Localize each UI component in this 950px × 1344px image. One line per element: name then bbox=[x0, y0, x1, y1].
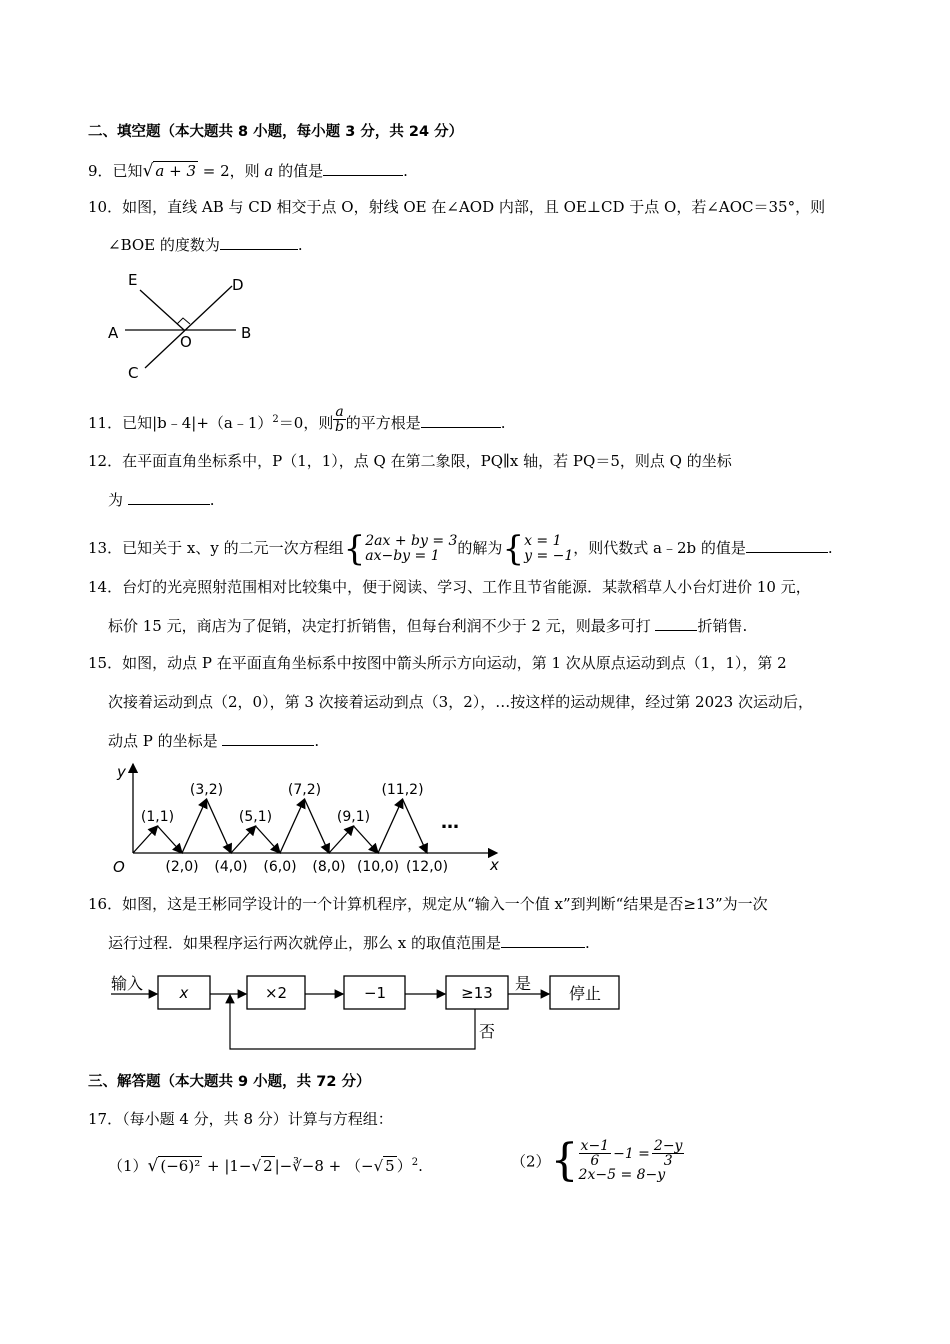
point-label-top: (1,1) bbox=[140, 809, 175, 825]
label-d: D bbox=[232, 276, 244, 294]
path-segment bbox=[305, 799, 330, 853]
path-segment bbox=[158, 826, 183, 853]
question-16-line1: 16．如图，这是王彬同学设计的一个计算机程序，规定从“输入一个值 x”到判断“结果是否≥13”为一次 bbox=[88, 895, 768, 913]
label-a: A bbox=[108, 324, 119, 342]
path-segment bbox=[133, 826, 158, 853]
path-segment bbox=[403, 799, 428, 853]
svg-text:×2: ×2 bbox=[264, 984, 288, 1002]
question-11: 11．已知|b﹣4|+（a﹣1）$^2$＝0，则 $\frac{a}{b}$ 的平方根是 . bbox=[88, 403, 506, 435]
answer-blank-13[interactable] bbox=[746, 537, 828, 553]
path-segment bbox=[280, 799, 305, 853]
question-14-line1: 14．台灯的光亮照射范围相对比较集中，便于阅读、学习、工作且节省能源．某款稻草人小台灯进价 10 元， bbox=[88, 578, 811, 596]
answer-blank-15[interactable] bbox=[222, 730, 314, 746]
answer-blank-12[interactable] bbox=[128, 489, 210, 505]
path-segment bbox=[231, 826, 256, 853]
line-cd bbox=[145, 286, 232, 368]
right-angle-mark bbox=[177, 318, 190, 324]
origin-label: O bbox=[113, 858, 125, 876]
question-12-line1: 12．在平面直角坐标系中，P（1，1），点 Q 在第二象限，PQ∥x 轴，若 PQ＝5，则点 Q 的坐标 bbox=[88, 452, 732, 470]
path-segment bbox=[256, 826, 281, 853]
answer-blank-16[interactable] bbox=[501, 932, 585, 948]
answer-blank-11[interactable] bbox=[421, 412, 501, 428]
flow-loop-back bbox=[230, 995, 475, 1049]
path-segment bbox=[354, 826, 379, 853]
x-axis-label: x bbox=[490, 856, 499, 874]
point-label-bottom: (10,0) bbox=[356, 859, 400, 875]
question-9: 9．已知√ a + 3 = 2，则 a 的值是 . bbox=[88, 161, 408, 181]
question-17: 17．（每小题 4 分，共 8 分）计算与方程组： bbox=[88, 1110, 393, 1128]
section-header-fill-in: 二、填空题（本大题共 8 小题，每小题 3 分，共 24 分） bbox=[88, 124, 464, 140]
svg-text:x: x bbox=[179, 984, 189, 1002]
point-label-top: (5,1) bbox=[238, 809, 273, 825]
flow-no-label: 否 bbox=[479, 1022, 496, 1041]
svg-text:停止: 停止 bbox=[568, 984, 602, 1003]
question-14-line2: 标价 15 元，商店为了促销，决定打折销售，但每台利润不少于 2 元，则最多可打 折销售. bbox=[108, 617, 748, 635]
label-b: B bbox=[241, 324, 252, 342]
point-label-bottom: (2,0) bbox=[165, 859, 199, 875]
svg-text:≥13: ≥13 bbox=[461, 984, 493, 1002]
question-10-line2: ∠BOE 的度数为 . bbox=[108, 236, 303, 254]
point-label-top: (7,2) bbox=[287, 782, 322, 798]
point-label-bottom: (6,0) bbox=[263, 859, 297, 875]
question-15-line1: 15．如图，动点 P 在平面直角坐标系中按图中箭头所示方向运动，第 1 次从原点运动到点（1，1），第 2 bbox=[88, 654, 787, 672]
flow-yes-label: 是 bbox=[515, 974, 532, 993]
answer-blank-14[interactable] bbox=[655, 615, 697, 631]
figure-intersecting-lines bbox=[100, 268, 270, 383]
point-label-top: (11,2) bbox=[381, 782, 424, 798]
point-label-top: (9,1) bbox=[336, 809, 371, 825]
question-13: 13．已知关于 x、y 的二元一次方程组{ 2ax + by = 3 ax−by = 1 的解为{ x = 1 y = −1 ，则代数式 a﹣2b 的值是 . bbox=[88, 529, 833, 569]
section-header-solutions: 三、解答题（本大题共 9 小题，共 72 分） bbox=[88, 1074, 371, 1090]
figure-zigzag-path bbox=[105, 760, 505, 878]
question-16-line2: 运行过程．如果程序运行两次就停止，那么 x 的取值范围是 . bbox=[108, 934, 590, 952]
point-label-bottom: (8,0) bbox=[312, 859, 346, 875]
answer-blank-10[interactable] bbox=[220, 234, 298, 250]
answer-blank-9[interactable] bbox=[323, 160, 403, 176]
svg-text:−1: −1 bbox=[363, 984, 387, 1002]
figure-program-flowchart bbox=[105, 965, 635, 1057]
flow-input-label: 输入 bbox=[111, 974, 144, 993]
question-12-line2: 为 . bbox=[108, 491, 215, 509]
point-label-bottom: (4,0) bbox=[214, 859, 248, 875]
question-10-line1: 10．如图，直线 AB 与 CD 相交于点 O，射线 OE 在∠AOD 内部，且 OE⊥CD 于点 O，若∠AOC＝35°，则 bbox=[88, 198, 826, 216]
label-o: O bbox=[180, 333, 192, 351]
path-segment bbox=[329, 826, 354, 853]
question-15-line2: 次接着运动到点（2，0），第 3 次接着运动到点（3，2），…按这样的运动规律，经过第 2023 次运动后， bbox=[108, 693, 813, 711]
label-c: C bbox=[128, 364, 139, 382]
path-segment bbox=[378, 799, 403, 853]
question-15-line3: 动点 P 的坐标是 . bbox=[108, 732, 320, 750]
point-label-top: (3,2) bbox=[189, 782, 224, 798]
point-label-bottom: (12,0) bbox=[405, 859, 449, 875]
label-e: E bbox=[128, 271, 138, 289]
question-17-part1: （1）√ (−6)² + |1−√ 2 |−∛−8 + （−√ 5 ）$^2$. bbox=[108, 1156, 423, 1176]
path-segment bbox=[207, 799, 232, 853]
path-segment bbox=[182, 799, 207, 853]
y-axis-label: y bbox=[117, 763, 126, 781]
continuation-dots: … bbox=[441, 812, 459, 833]
question-17-part2: （2）{ $\frac{x-1}{6}$ −1 = $\frac{2-y}{3}$ 2x−5 = 8−y bbox=[511, 1135, 683, 1186]
